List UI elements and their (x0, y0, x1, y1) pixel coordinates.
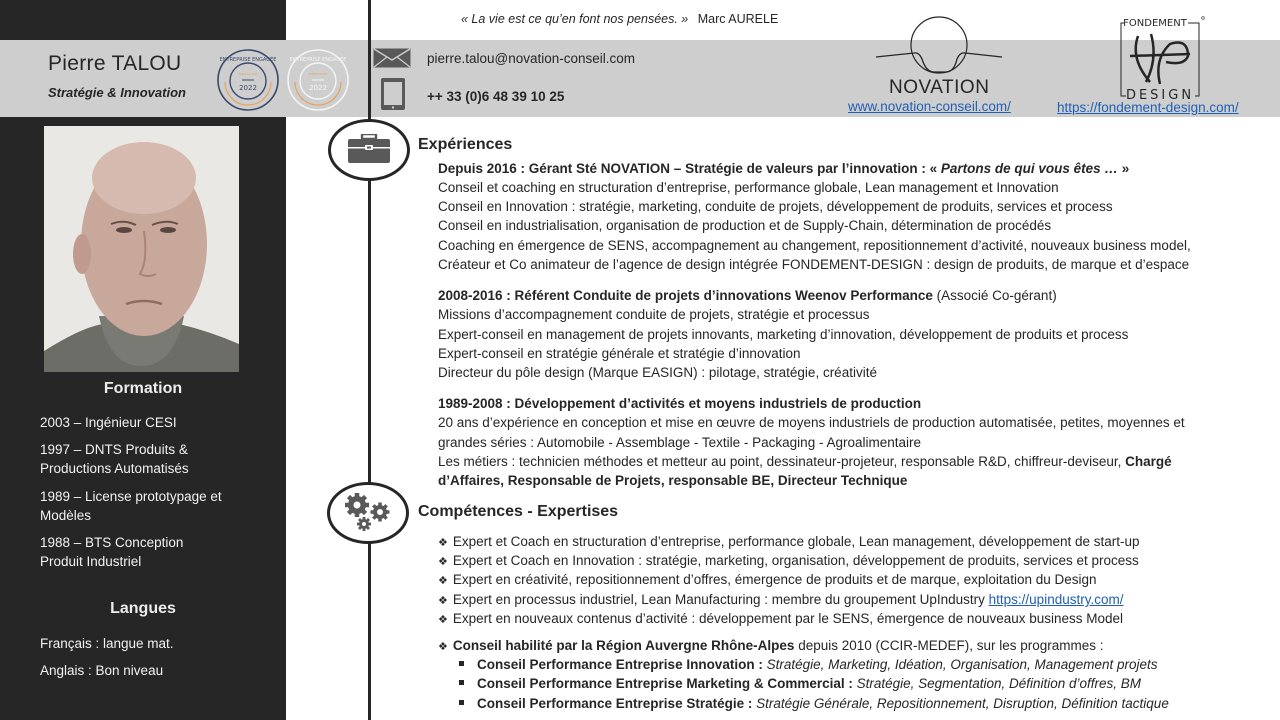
job-heading: Depuis 2016 : Gérant Sté NOVATION – Stratégie de valeurs par l’innovation : « Partons de qui vous êtes … » (438, 161, 1130, 176)
diamond-bullet-icon: ❖ (438, 537, 448, 549)
diamond-bullet-icon: ❖ (438, 556, 448, 568)
novation-logo-icon (874, 14, 1004, 84)
langues-title: Langues (110, 600, 176, 617)
envelope-icon (373, 48, 411, 68)
square-bullet-icon (459, 680, 464, 685)
person-name: Pierre TALOU (48, 52, 182, 75)
square-bullet-icon (459, 661, 464, 666)
competence-item: ❖ Expert en nouveaux contenus d’activité : développement par le SENS, émergence de nouveaux business Model (438, 611, 1124, 626)
person-subtitle: Stratégie & Innovation (48, 85, 186, 100)
langue-item: Français : langue mat. (40, 636, 174, 651)
job-line: Expert-conseil en management de projets innovants, marketing d’innovation, développement de produits et process (438, 327, 1129, 342)
fondement-bottom-text: DESIGN (1125, 88, 1195, 100)
experiences-title: Expériences (418, 136, 513, 153)
job-line: Missions d’accompagnement conduite de projets, stratégie et processus (438, 307, 870, 322)
job-line: Directeur du pôle design (Marque EASIGN) : pilotage, stratégie, créativité (438, 365, 877, 380)
diamond-bullet-icon: ❖ (438, 614, 448, 626)
job-heading: 1989-2008 : Développement d’activités et moyens industriels de production (438, 396, 922, 411)
program-item: Conseil Performance Entreprise Innovation : Stratégie, Marketing, Idéation, Organisation, Management projets (459, 657, 1158, 672)
formation-item: 1988 – BTS Conception Produit Industriel (40, 535, 184, 569)
quote-text: « La vie est ce qu’en font nos pensées. » (461, 12, 689, 26)
langue-item: Anglais : Bon niveau (40, 663, 164, 678)
job-line: grandes séries : Automobile - Assemblage - Textile - Packaging - Agroalimentaire (438, 435, 921, 450)
formation-item: 2003 – Ingénieur CESI (40, 415, 177, 430)
upindustry-link[interactable]: https://upindustry.com/ (988, 592, 1124, 607)
briefcase-icon (347, 134, 391, 164)
diamond-bullet-icon: ❖ (438, 641, 448, 653)
tablet-phone-icon (381, 78, 405, 110)
habilitation-item: ❖ Conseil habilité par la Région Auvergne Rhône-Alpes depuis 2010 (CCIR-MEDEF), sur les programmes : (438, 638, 1104, 653)
formation-item: 1997 – DNTS Produits & Productions Automatisés (40, 442, 189, 476)
job-line: Conseil en Innovation : stratégie, marketing, conduite de projets, développement de produits, services et process (438, 199, 1113, 214)
competence-item: ❖ Expert en créativité, repositionnement d’offres, émergence de produits et de marque, exploitation du Design (438, 572, 1097, 587)
experiences-circle (328, 119, 410, 181)
quote-author: Marc AURELE (697, 12, 779, 26)
competences-circle (327, 482, 409, 544)
badge-year: 2022 (239, 84, 257, 92)
job-line: Conseil en industrialisation, organisation de production et de Supply-Chain, détermination de procédés (438, 218, 1052, 233)
competence-item: ❖ Expert et Coach en Innovation : stratégie, marketing, organisation, développement de produits, services et process (438, 553, 1139, 568)
job-line: Les métiers : technicien méthodes et metteur au point, dessinateur-projeteur, responsable R&D, chiffreur-deviseur, Chargé (438, 454, 1172, 469)
formation-item: 1989 – License prototypage et Modèles (40, 489, 222, 523)
formation-title: Formation (103, 380, 183, 397)
competence-item: ❖ Expert en processus industriel, Lean Manufacturing : membre du groupement UpIndustry https://upindustry.com/ (438, 592, 1124, 607)
competences-title: Compétences - Expertises (418, 503, 619, 520)
job-line: d’Affaires, Responsable de Projets, responsable BE, Directeur Technique (438, 473, 908, 488)
program-item: Conseil Performance Entreprise Marketing & Commercial : Stratégie, Segmentation, Définition d’offres, BM (459, 676, 1141, 691)
fondement-website-link[interactable]: https://fondement-design.com/ (1057, 100, 1239, 115)
svg-text:ENTREPRISE ENGAGÉE: ENTREPRISE ENGAGÉE (289, 57, 347, 63)
timeline-line (368, 0, 371, 720)
entreprise-engagee-badge-icon (286, 48, 350, 112)
job-line: Expert-conseil en stratégie générale et stratégie d’innovation (438, 346, 801, 361)
phone-number: ++ 33 (0)6 48 39 10 25 (427, 89, 565, 104)
program-item: Conseil Performance Entreprise Stratégie : Stratégie Générale, Repositionnement, Disruption, Définition tactique (459, 696, 1169, 711)
badge-year: 2022 (309, 84, 327, 92)
job-line: 20 ans d’expérience en conception et mise en œuvre de moyens industriels de production automatisée, petites, moyennes et (438, 415, 1185, 430)
diamond-bullet-icon: ❖ (438, 575, 448, 587)
svg-text:INNOVATION: INNOVATION (238, 72, 258, 76)
job-line: Coaching en émergence de SENS, accompagnement au changement, repositionnement d’activité, nouveaux business model, (438, 238, 1191, 253)
novation-name: NOVATION (889, 77, 990, 98)
email-address[interactable]: pierre.talou@novation-conseil.com (427, 51, 636, 66)
competence-item: ❖ Expert et Coach en structuration d’entreprise, performance globale, Lean management, développement de start-up (438, 534, 1140, 549)
job-line: Créateur et Co animateur de l’agence de design intégrée FONDEMENT-DESIGN : design de produits, de marque et d’espace (438, 257, 1190, 272)
fondement-design-logo-icon (1118, 14, 1208, 100)
novation-website-link[interactable]: www.novation-conseil.com/ (848, 99, 1011, 114)
badge-top-text: ENTREPRISE ENGAGÉE (219, 57, 277, 63)
fondement-top-text: FONDEMENT (1123, 18, 1187, 29)
portrait-image (44, 126, 239, 372)
diamond-bullet-icon: ❖ (438, 595, 448, 607)
square-bullet-icon (459, 700, 464, 705)
quote (461, 12, 778, 26)
job-line: Conseil et coaching en structuration d’entreprise, performance globale, Lean management et Innovation (438, 180, 1059, 195)
profile-photo (44, 126, 239, 372)
job-heading: 2008-2016 : Référent Conduite de projets d’innovations Weenov Performance (Associé Co-gérant) (438, 288, 1057, 303)
gears-icon (340, 491, 398, 535)
entreprise-engagee-badge-icon (216, 48, 280, 112)
svg-text:INNOVATION: INNOVATION (308, 72, 328, 76)
